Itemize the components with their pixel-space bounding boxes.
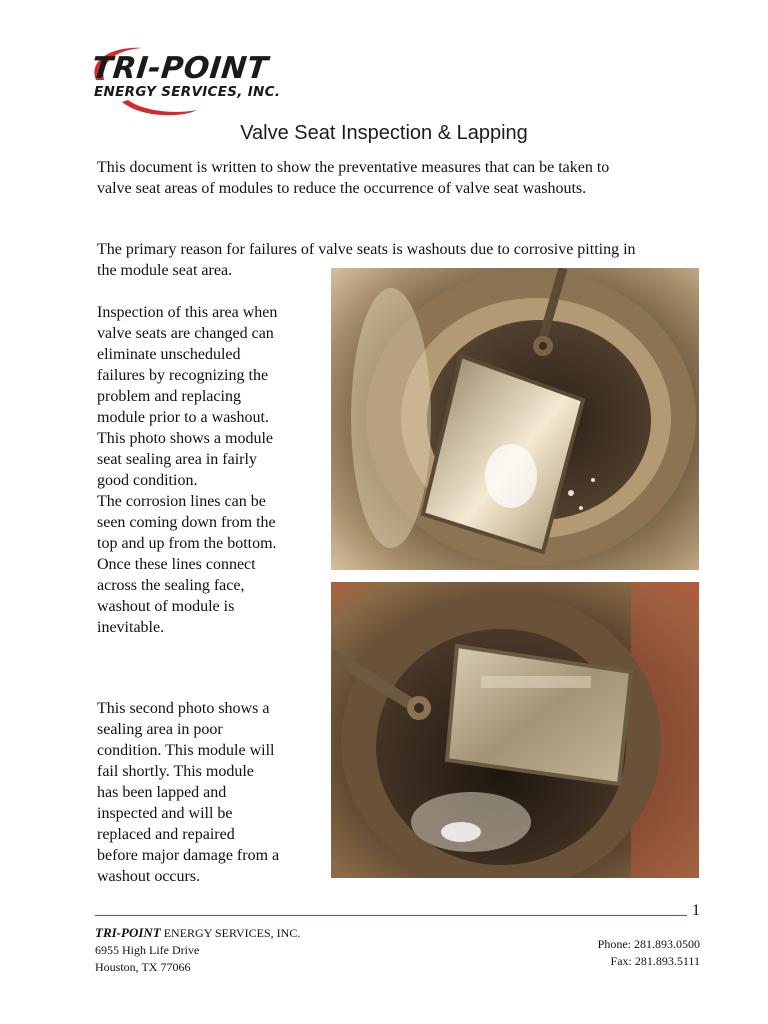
text-line: good condition.: [97, 472, 198, 489]
footer-company-suffix: ENERGY SERVICES, INC.: [160, 926, 301, 940]
text-line: has been lapped and: [97, 784, 227, 801]
text-line: Inspection of this area when: [97, 304, 278, 321]
logo-tagline: ENERGY SERVICES, INC.: [94, 84, 281, 100]
text-line: fail shortly. This module: [97, 763, 254, 780]
text-line: The corrosion lines can be: [97, 493, 266, 510]
text-line: problem and replacing: [97, 388, 241, 405]
company-logo: [82, 40, 342, 120]
footer-address-line2: Houston, TX 77066: [95, 960, 191, 974]
text-line: failures by recognizing the: [97, 367, 269, 384]
valve-seat-photo-poor: [331, 582, 699, 878]
document-title: Valve Seat Inspection & Lapping: [240, 122, 528, 144]
text-line: This photo shows a module: [97, 430, 273, 447]
text-line: This second photo shows a: [97, 700, 270, 717]
footer-address-line1: 6955 High Life Drive: [95, 943, 200, 957]
text-line: replaced and repaired: [97, 826, 235, 843]
second-photo-paragraph: [97, 698, 312, 887]
text-line: Once these lines connect: [97, 556, 256, 573]
text-line: washout occurs.: [97, 868, 201, 885]
footer-fax: Fax: 281.893.5111: [610, 954, 700, 968]
text-line: sealing area in poor: [97, 721, 223, 738]
footer-address-block: [95, 924, 300, 976]
footer-company: [95, 924, 300, 942]
text-line: module prior to a washout.: [97, 409, 269, 426]
page-number: 1: [692, 902, 700, 919]
footer-divider: [95, 915, 687, 916]
valve-seat-photo-good: [331, 268, 699, 570]
text-line: before major damage from a: [97, 847, 280, 864]
intro-paragraph: This document is written to show the preventative measures that can be taken to valve seat areas of modules to reduce the occurrence of valve seat washouts.: [97, 159, 610, 197]
text-line: valve seats are changed can: [97, 325, 274, 342]
text-line: seen coming down from the: [97, 514, 276, 531]
footer-contact-block: [520, 936, 700, 970]
text-line: condition. This module will: [97, 742, 275, 759]
text-line: eliminate unscheduled: [97, 346, 241, 363]
text-line: top and up from the bottom.: [97, 535, 277, 552]
text-line: seat sealing area in fairly: [97, 451, 257, 468]
footer-company-brand: TRI-POINT: [95, 925, 161, 940]
inspection-paragraph: [97, 302, 312, 638]
primary-reason-paragraph: The primary reason for failures of valve seats is washouts due to corrosive pitting in the module seat area.: [97, 241, 636, 279]
text-line: inevitable.: [97, 619, 165, 636]
text-line: inspected and will be: [97, 805, 233, 822]
logo-brand-text: TRI-POINT: [90, 51, 270, 86]
footer-phone: Phone: 281.893.0500: [597, 937, 700, 951]
text-line: washout of module is: [97, 598, 235, 615]
text-line: across the sealing face,: [97, 577, 245, 594]
